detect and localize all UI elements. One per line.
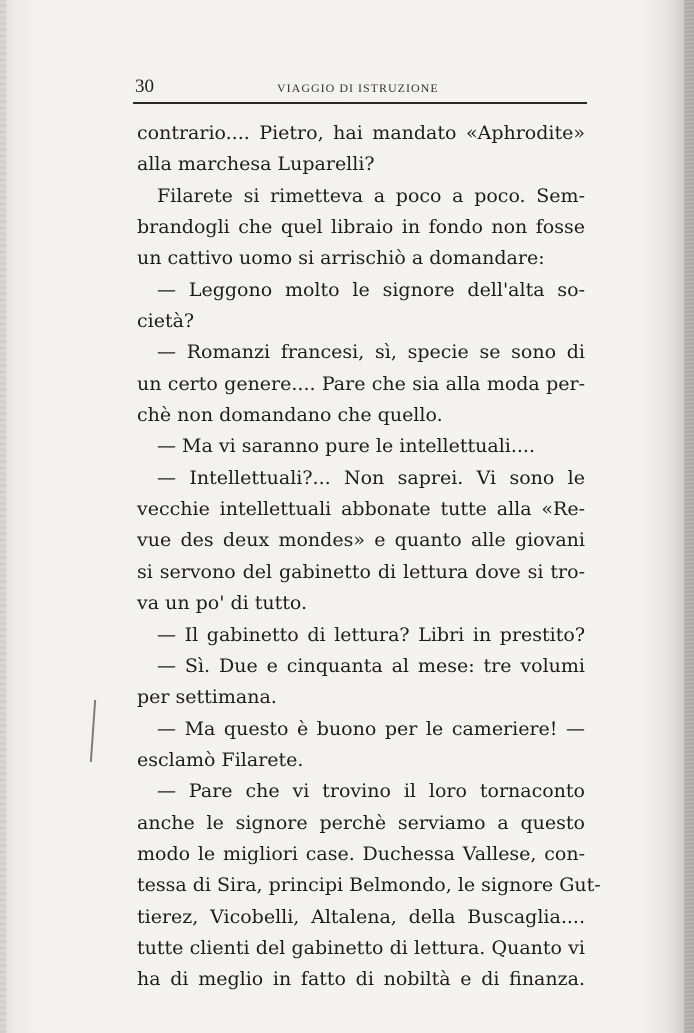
text-line: ha di meglio in fatto di nobiltà e di finanza. — [137, 968, 585, 991]
text-line: tierez, Vicobelli, Altalena, della Buscaglia.... — [137, 905, 585, 928]
text-line: vue des deux mondes» e quanto alle giovani — [137, 529, 585, 552]
text-line: va un po' di tutto. — [137, 592, 308, 615]
page-left-edge — [0, 0, 6, 1033]
body-text — [137, 118, 601, 996]
text-line: un cattivo uomo si arrischiò a domandare: — [137, 247, 545, 270]
text-line: esclamò Filarete. — [137, 748, 304, 771]
text-line: — Ma vi saranno pure le intellettuali.... — [157, 435, 536, 458]
text-line: si servono del gabinetto di lettura dove si tro- — [137, 560, 585, 583]
page-header — [135, 76, 585, 100]
text-line: tutte clienti del gabinetto di lettura. Quanto vi — [137, 936, 585, 959]
text-line: — Intellettuali?... Non saprei. Vi sono le — [157, 466, 585, 489]
text-line: — Ma questo è buono per le cameriere! — — [157, 717, 585, 740]
text-line: — Sì. Due e cinquanta al mese: tre volumi — [157, 654, 585, 677]
text-line: per settimana. — [137, 686, 277, 709]
header-rule — [133, 102, 587, 104]
text-line: — Pare che vi trovino il loro tornaconto — [157, 780, 585, 803]
text-line: modo le migliori case. Duchessa Vallese, con- — [137, 842, 585, 865]
text-line: — Leggono molto le signore dell'alta so- — [157, 278, 585, 301]
text-line: — Romanzi francesi, sì, specie se sono di — [157, 341, 585, 364]
page-right-edge — [684, 0, 694, 1033]
pencil-margin-mark — [90, 700, 96, 762]
text-line: Filarete si rimetteva a poco a poco. Sem- — [157, 184, 585, 207]
text-line: chè non domandano che quello. — [137, 404, 443, 427]
text-line: brandogli che quel libraio in fondo non fosse — [137, 216, 585, 239]
running-title: VIAGGIO DI ISTRUZIONE — [277, 81, 439, 95]
text-line: tessa di Sira, principi Belmondo, le signore Gut- — [137, 874, 601, 897]
text-line: cietà? — [137, 310, 195, 333]
text-line: alla marchesa Luparelli? — [137, 153, 375, 176]
text-line: anche le signore perchè serviamo a questo — [137, 811, 585, 834]
text-line: un certo genere.... Pare che sia alla moda per- — [137, 372, 585, 395]
page-number: 30 — [135, 76, 154, 97]
text-line: vecchie intellettuali abbonate tutte alla «Re- — [137, 498, 585, 521]
text-line: — Il gabinetto di lettura? Libri in prestito? — [157, 623, 585, 646]
text-line: contrario.... Pietro, hai mandato «Aphrodite» — [137, 122, 585, 144]
